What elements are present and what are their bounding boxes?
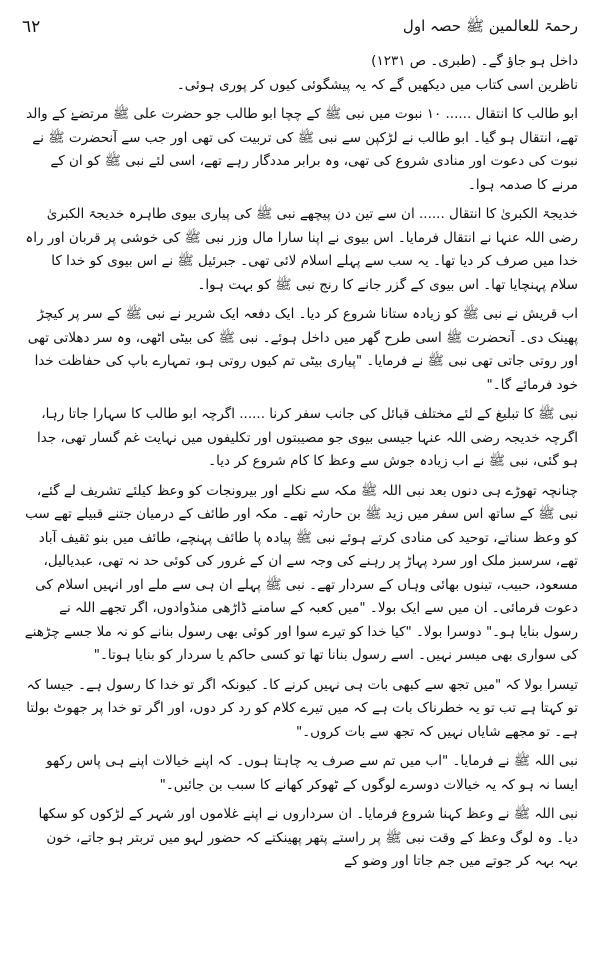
page-header (22, 10, 578, 44)
paragraph: نبی اللہ ﷺ نے فرمایا۔ "اب میں تم سے صرف یہ چاہتا ہوں۔ کہ اپنے خیالات اپنے ہی پاس رکھو ایسا نہ ہو کہ یہ خیالات دوسرے لوگوں کے ٹھوکر کھانے کا سبب بن جائیں۔" (46, 753, 578, 793)
paragraph: تیسرا بولا کہ "میں تجھ سے کبھی بات ہی نہیں کرنے کا۔ کیونکہ اگر تو خدا کا رسول ہے۔ جیسا کہ تو کہتا ہے تب تو یہ خطرناک بات ہے کہ میں تیرے کلام کو رد کر دوں، اور اگر تو خدا پر جھوٹ بولتا ہے۔ تو مجھے شایاں نہیں کہ تجھ سے بات کروں۔" (26, 676, 578, 740)
paragraph: اب قریش نے نبی ﷺ کو زیادہ ستانا شروع کر دیا۔ ایک دفعہ ایک شریر نے نبی ﷺ کے سر پر کیچڑ پھینک دی۔ آنحضرت ﷺ اسی طرح گھر میں داخل ہوئے۔ نبی ﷺ کی بیٹی اٹھی، وہ سر دھلاتی تھی اور روتی جاتی تھی نبی ﷺ نے فرمایا۔ "پیاری بیٹی تم کیوں روتی ہو، تمہارے باپ کی حفاظت خدا خود فرمائے گا۔" (27, 306, 578, 393)
paragraph: نبی اللہ ﷺ نے وعظ کہنا شروع فرمایا۔ ان سرداروں نے اپنے غلاموں اور شہر کے لڑکوں کو سکھا دیا۔ وہ لوگ وعظ کے وقت نبی ﷺ پر راستے پتھر پھینکتے کہ حضور لہو میں تربتر ہو جاتے، خون بہہ بہہ کر جوتے میں جم جاتا اور وضو کے (38, 806, 578, 869)
paragraph: داخل ہو جاؤ گے۔ (طبری۔ ص ١٢٣١) (371, 53, 578, 69)
paragraph: ناظرین اسی کتاب میں دیکھیں گے کہ یہ پیشگوئی کیوں کر پوری ہوئی۔ (176, 76, 578, 93)
page-number: ٦٢ (22, 16, 41, 37)
paragraph: چنانچہ تھوڑے ہی دنوں بعد نبی اللہ ﷺ مکہ سے نکلے اور بیرونجات کو وعظ کیلئے تشریف لے گئے، نبی ﷺ کے ساتھ اس سفر میں زید ﷺ بن حارثہ تھے۔ مکہ اور طائف کے درمیان جتنے قبیلے تھے سب کو وعظ سناتے، توحید کی منادی کرتے ہوئے نبی ﷺ پیادہ پا طائف پہنچے، طائف میں بنو ثقیف آباد تھے، سرسبز ملک اور سرد پہاڑ پر رہنے کی وجہ سے ان کے غرور کی کوئی حد نہ تھی، عبدیالیل، مسعود، حبیب، تینوں بھائی وہاں کے سردار تھے۔ نبی ﷺ پہلے ان ہی سے ملے اور انہیں اسلام کی دعوت فرمائی۔ ان میں سے ایک بولا۔ "میں کعبہ کے سامنے ڈاڑھی منڈوادوں، اگر تجھے اللہ نے رسول بنایا ہو۔" دوسرا بولا۔ "کیا خدا کو تیرے سوا اور کوئی بھی رسول بنانے کو نہ ملا جسے چڑھنے کی سواری بھی میسر نہیں۔ اسے رسول بنانا تھا تو کسی حاکم یا سردار کو بنایا ہوتا۔" (24, 482, 578, 663)
page-body (24, 50, 578, 974)
paragraph: خدیجۃ الکبریٰ کا انتقال ...... ان سے تین دن پیچھے نبی ﷺ کی پیاری بیوی طاہرہ خدیجۃ الکبریٰ رضی اللہ عنہا نے انتقال فرمایا۔ اس بیوی نے اپنا سارا مال وزر نبی ﷺ کی خوشی پر قربان اور راہ خدا میں صرف کر دیا تھا۔ یہ سب سے پہلے اسلام لائی تھی۔ جبرئیل ﷺ نے اس بیوی کو خدا کا سلام پہنچایا تھا۔ اس بیوی کے گزر جانے کا رنج نبی ﷺ کو بہت ہوا۔ (25, 206, 578, 293)
paragraph: ابو طالب کا انتقال ...... ١٠ نبوت میں نبی ﷺ کے چچا ابو طالب جو حضرت علی ﷺ مرتضےٰ کے والد تھے، انتقال ہو گیا۔ ابو طالب نے لڑکپن سے نبی ﷺ کی تربیت کی تھی اور جب سے آنحضرت ﷺ نے نبوت کی دعوت اور منادی شروع کی تھی، وہ برابر مددگار رہے تھے، اسی لئے نبی ﷺ کو ان کے مرنے کا صدمہ ہوا۔ (26, 106, 578, 193)
book-title: رحمۃ للعالمین ﷺ حصہ اول (402, 17, 578, 36)
paragraph: نبی ﷺ کا تبلیغ کے لئے مختلف قبائل کی جانب سفر کرنا ...... اگرچہ ابو طالب کا سہارا جاتا رہا، اگرچہ خدیجہ رضی اللہ عنہا جیسی بیوی جو مصیبتوں اور تکلیفوں میں نہایت غم گسار تھی، جدا ہو گئی، نبی ﷺ نے اب زیادہ جوش سے وعظ کا کام شروع کر دیا۔ (37, 406, 578, 469)
